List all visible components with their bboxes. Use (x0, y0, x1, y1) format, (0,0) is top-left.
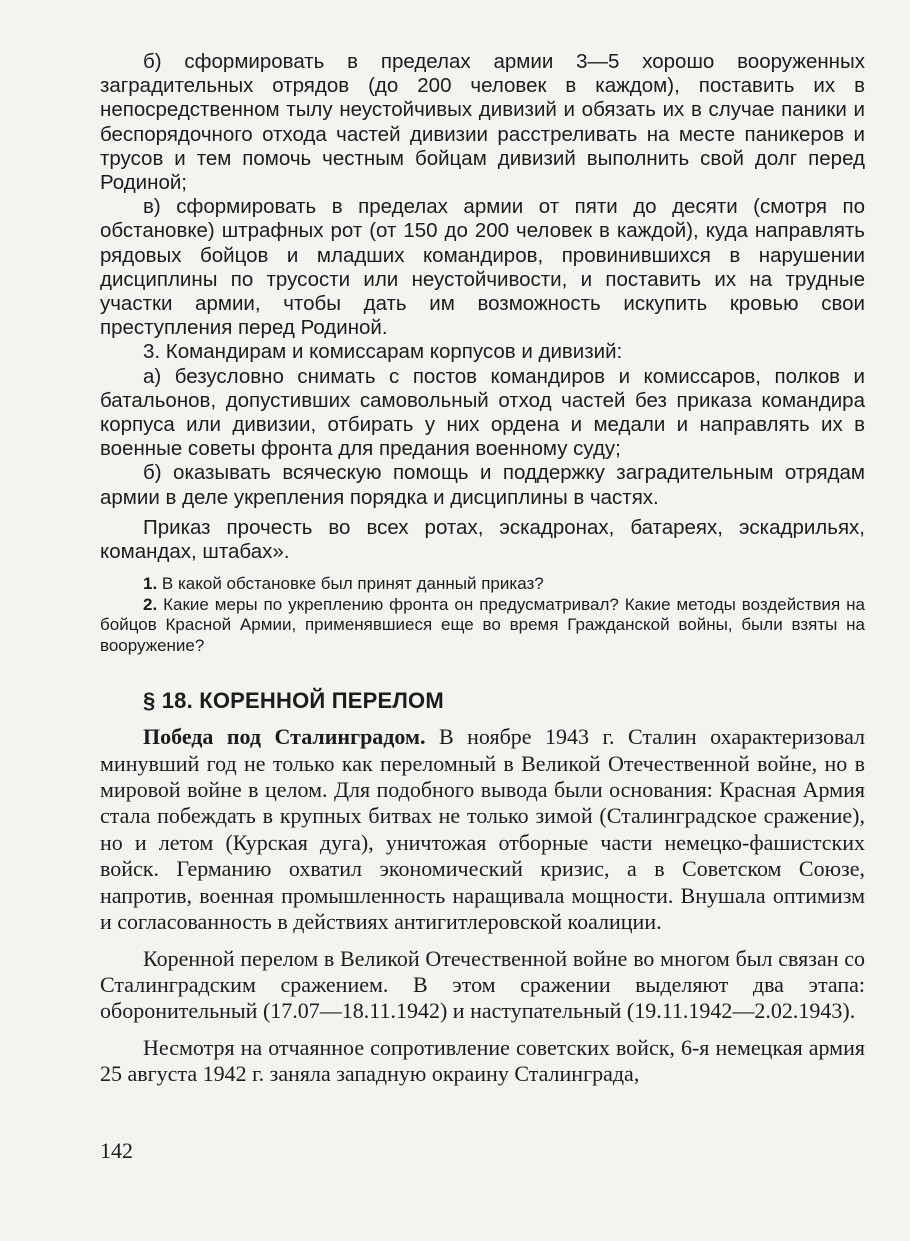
order-paragraph-v-penal-companies: в) сформировать в пределах армии от пяти до десяти (смотря по обстановке) штрафных рот (от 150 до 200 человек в каждой), куда направлять рядовых бойцов и младших командиров, провинившихся в нарушении дисциплины по трусости или неустойчивости, и поставить их на трудные участки армии, чтобы дать им возможность искупить кровью свои преступления перед Родиной. (100, 195, 865, 340)
body-paragraph-text: В ноябре 1943 г. Сталин охарактеризовал минувший год не только как переломный в Великой Отечественной войне, но в мировой войне в целом. Для подобного вывода были основания: Красная Армия стала побеждать в крупных битвах не только зимой (Сталинградское сражение), но и летом (Курская дуга), уничтожая отборные части немецко-фашистских войск. Германию охватил экономический кризис, а в Советском Союзе, напротив, военная промышленность наращивала мощности. Внушала оптимизм и согласованность в действиях антигитлеровской коалиции. (100, 724, 865, 935)
subheading: Победа под Сталинградом. (143, 724, 426, 750)
question-item (100, 574, 865, 595)
questions-list (100, 574, 865, 656)
order-closing: Приказ прочесть во всех ротах, эскадронах, батареях, эскадрильях, командах, штабах». (100, 515, 865, 564)
body-paragraph: Коренной перелом в Великой Отечественной войне во многом был связан со Сталинградским сражением. В этом сражении выделяют два этапа: оборонительный (17.07—18.11.1942) и наступательный (19.11.1942—2.02.1943). (100, 945, 865, 1024)
page-number: 142 (100, 1138, 133, 1163)
question-number: 1. (143, 574, 158, 594)
question-item (100, 595, 865, 657)
order-paragraph-b-support: б) оказывать всяческую помощь и поддержку заградительным отрядам армии в деле укрепления порядка и дисциплины в частях. (100, 461, 865, 509)
section-body (100, 724, 865, 1087)
question-number: 2. (143, 594, 158, 614)
order-paragraph-a-removal: а) безусловно снимать с постов командиров и комиссаров, полков и батальонов, допустивших самовольный отход частей без приказа командира корпуса или дивизии, отбирать у них ордена и медали и направлять их в военные советы фронта для предания военному суду; (100, 364, 865, 461)
order-document-text (100, 50, 865, 564)
section-title: § 18. КОРЕННОЙ ПЕРЕЛОМ (143, 688, 444, 714)
question-text: В какой обстановке был принят данный приказ? (161, 574, 544, 594)
order-paragraph-b-barrier-units: б) сформировать в пределах армии 3—5 хорошо вооруженных заградительных отрядов (до 200 человек в каждом), поставить их в непосредственном тылу неустойчивых дивизий и обязать их в случае паники и беспорядочного отхода частей дивизии расстреливать на месте паникеров и трусов и тем помочь честным бойцам дивизий выполнить свой долг перед Родиной; (100, 50, 865, 195)
order-paragraph-3-commanders: 3. Командирам и комиссарам корпусов и дивизий: (143, 340, 623, 364)
question-text: Какие меры по укреплению фронта он предусматривал? Какие методы воздействия на бойцов Красной Армии, применявшиеся еще во время Гражданской войны, были взяты на вооружение? (100, 594, 865, 655)
book-page (100, 50, 865, 1210)
body-paragraph: Несмотря на отчаянное сопротивление советских войск, 6-я немецкая армия 25 августа 1942 г. заняла западную окраину Сталинграда, (100, 1034, 865, 1087)
body-paragraph (100, 724, 865, 935)
